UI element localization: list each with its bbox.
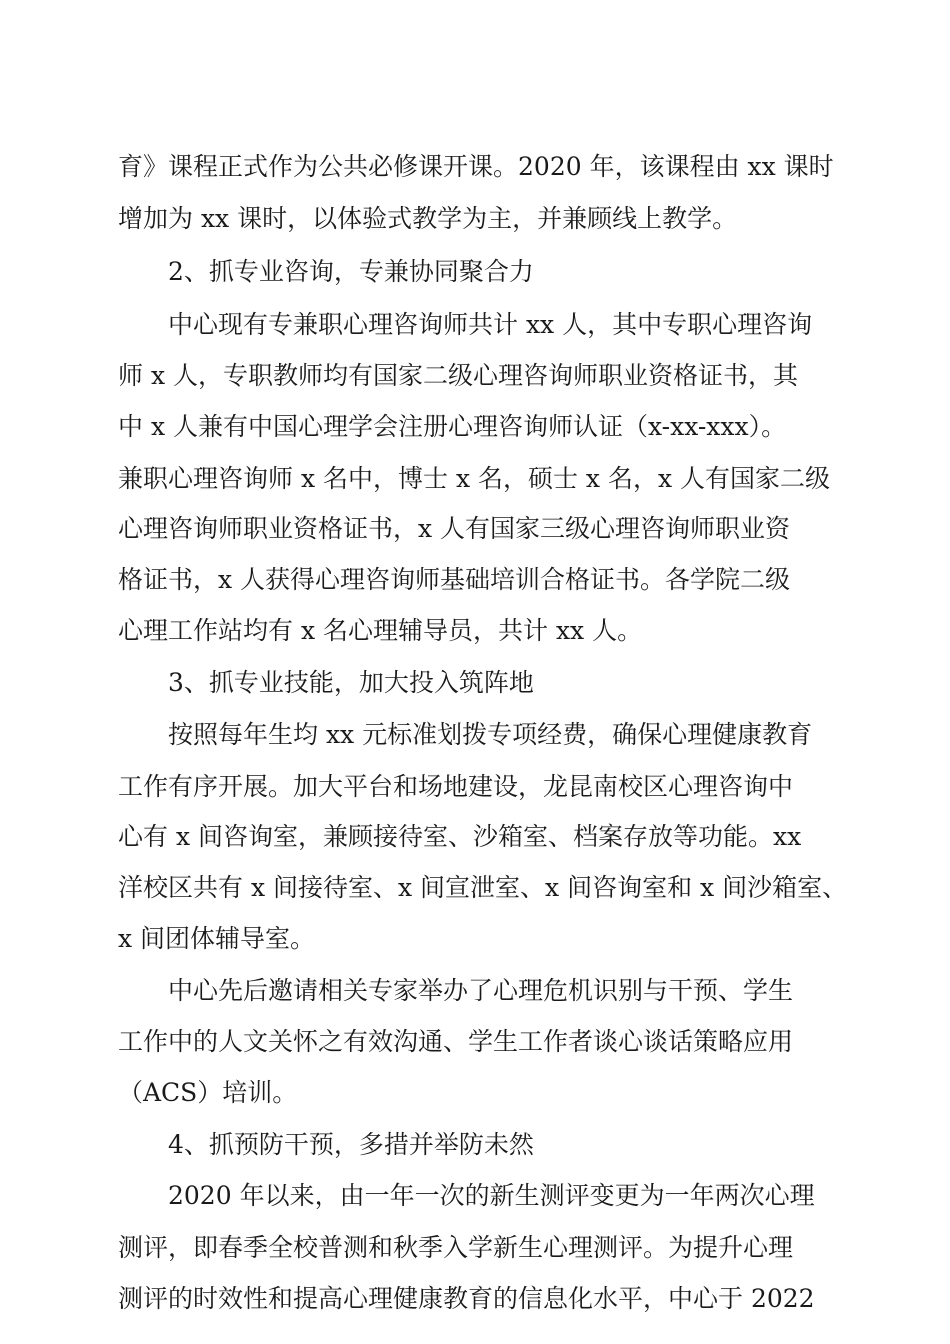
text-line: 按照每年生均 xx 元标准划拨专项经费，确保心理健康教育	[168, 720, 813, 749]
text-line: 格证书，x 人获得心理咨询师基础培训合格证书。各学院二级	[118, 565, 791, 594]
section-heading: 3、抓专业技能，加大投入筑阵地	[168, 668, 534, 697]
text-line: 心理工作站均有 x 名心理辅导员，共计 xx 人。	[118, 616, 643, 645]
text-line: x 间团体辅导室。	[118, 924, 316, 953]
text-line: 洋校区共有 x 间接待室、x 间宣泄室、x 间咨询室和 x 间沙箱室、	[118, 873, 848, 902]
text-line: （ACS）培训。	[118, 1078, 298, 1107]
text-line: 增加为 xx 课时，以体验式教学为主，并兼顾线上教学。	[118, 204, 738, 233]
text-line: 中心先后邀请相关专家举办了心理危机识别与干预、学生	[168, 976, 794, 1005]
text-line: 心理咨询师职业资格证书，x 人有国家三级心理咨询师职业资	[118, 514, 791, 543]
text-line: 师 x 人，专职教师均有国家二级心理咨询师职业资格证书，其	[118, 361, 798, 390]
text-line: 2020 年以来，由一年一次的新生测评变更为一年两次心理	[168, 1181, 815, 1210]
text-line: 中心现有专兼职心理咨询师共计 xx 人，其中专职心理咨询	[168, 310, 813, 339]
text-line: 测评，即春季全校普测和秋季入学新生心理测评。为提升心理	[118, 1233, 794, 1262]
text-line: 中 x 人兼有中国心理学会注册心理咨询师认证（x-xx-xxx）。	[118, 412, 787, 441]
text-line: 兼职心理咨询师 x 名中，博士 x 名，硕士 x 名，x 人有国家二级	[118, 464, 831, 493]
text-line: 育》课程正式作为公共必修课开课。2020 年，该课程由 xx 课时	[118, 152, 834, 181]
text-line: 工作有序开展。加大平台和场地建设，龙昆南校区心理咨询中	[118, 772, 794, 801]
text-line: 测评的时效性和提高心理健康教育的信息化水平，中心于 2022	[118, 1284, 815, 1313]
text-line: 心有 x 间咨询室，兼顾接待室、沙箱室、档案存放等功能。xx	[118, 822, 802, 851]
section-heading: 4、抓预防干预，多措并举防未然	[168, 1130, 534, 1159]
section-heading: 2、抓专业咨询，专兼协同聚合力	[168, 257, 534, 286]
text-line: 工作中的人文关怀之有效沟通、学生工作者谈心谈话策略应用	[118, 1027, 794, 1056]
